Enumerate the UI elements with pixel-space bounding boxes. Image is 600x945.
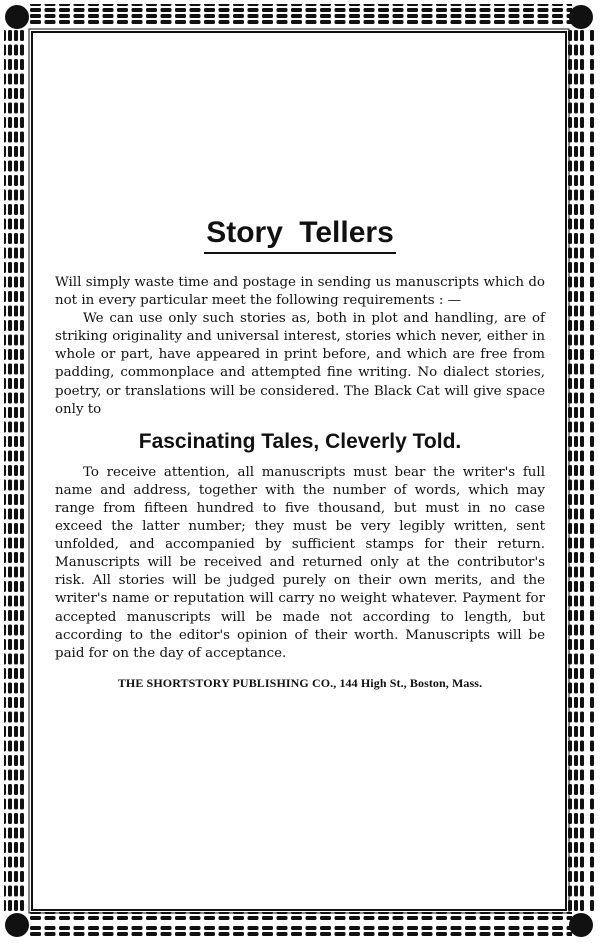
border-right — [568, 30, 594, 912]
page-title: Story Tellers — [55, 215, 545, 254]
border-bottom — [28, 912, 572, 938]
subheading: Fascinating Tales, Cleverly Told. — [138, 429, 462, 453]
publisher-address: THE SHORTSTORY PUBLISHING CO., 144 High St., Boston, Mass. — [117, 675, 483, 690]
advertisement-body — [55, 215, 545, 691]
corner-ornament-tr — [569, 5, 593, 29]
corner-ornament-br — [569, 913, 593, 937]
intro-paragraph: Will simply waste time and postage in sending us manuscripts which do not in every particular meet the following requirements : — — [55, 275, 545, 309]
terms-paragraph: To receive attention, all manuscripts must bear the writer's full name and address, together with the number of words, which may range from fifteen hundred to five thousand, but must in no case exceed the latter number; they must be very legibly written, sent unfolded, and accompanied by sufficient stamps for their return. Manuscripts will be received and returned only at the contributor's risk. All stories will be judged purely on their own merits, and the writer's name or reputation will carry no weight whatever. Payment for accepted manuscripts will be made not according to length, but according to the editor's opinion of their worth. Manuscripts will be paid for on the day of acceptance. — [55, 464, 545, 661]
corner-ornament-tl — [5, 5, 29, 29]
border-top — [28, 4, 572, 30]
requirements-paragraph: We can use only such stories as, both in plot and handling, are of striking originality and universal interest, stories which never, either in whole or part, have appeared in print before, and which are free from padding, commonplace and attempted fine writing. No dialect stories, poetry, or translations will be considered. The Black Cat will give space only to — [55, 311, 545, 417]
corner-ornament-bl — [5, 913, 29, 937]
border-left — [4, 30, 30, 912]
